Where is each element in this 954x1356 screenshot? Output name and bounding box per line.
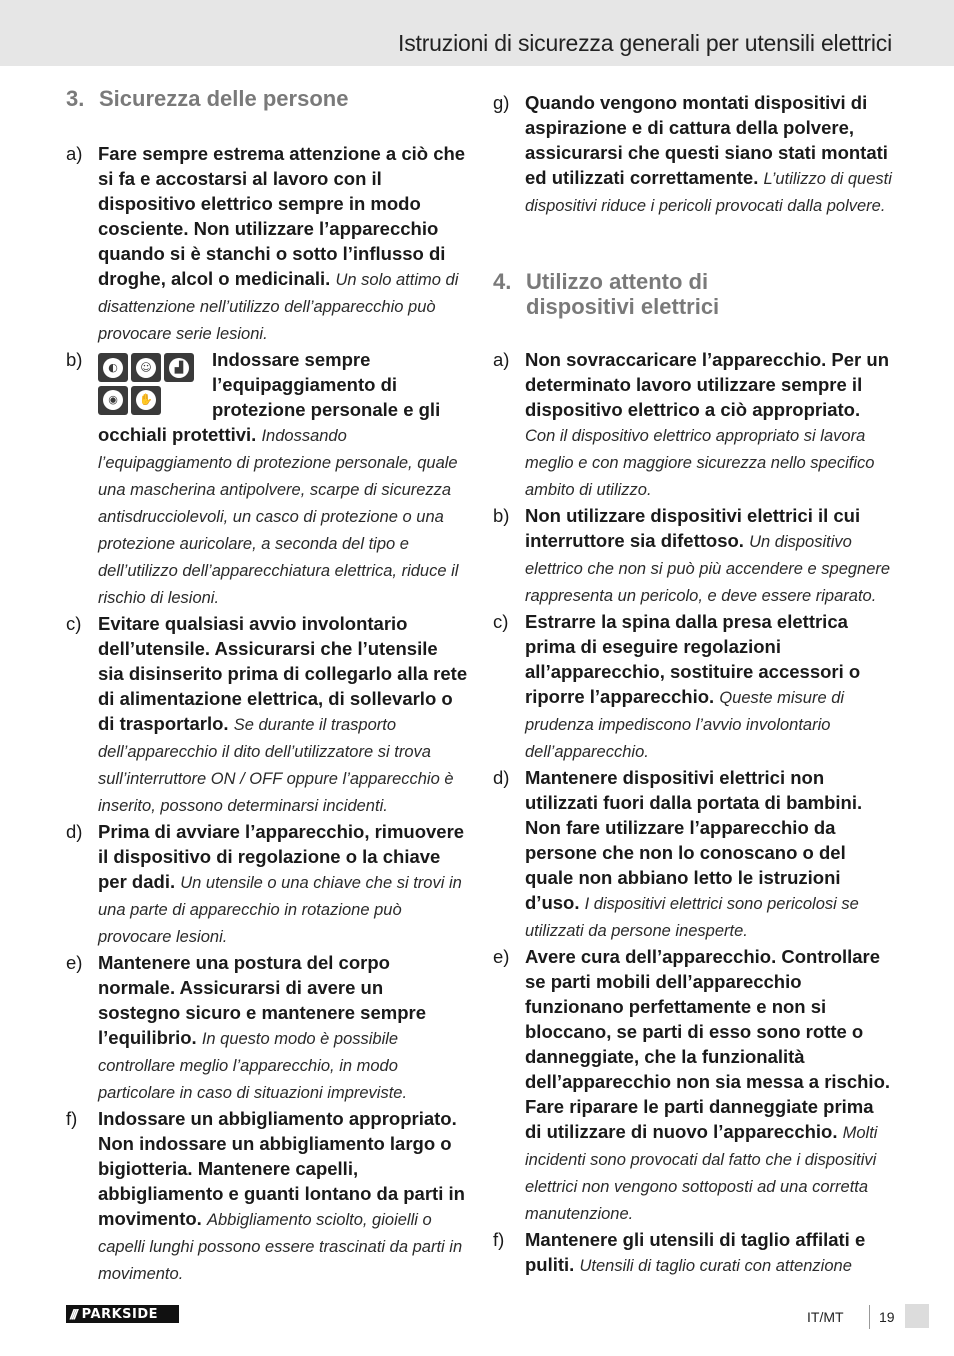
parkside-logo <box>66 1305 179 1323</box>
item-instruction: Fare sempre estrema attenzione a ciò che si fa e accostarsi al lavoro con il dispositivo elettrico sempre in modo cosciente. Non utilizzare l’apparecchio quando si è stanchi o sotto l’influsso di droghe, alcol o medicinali. <box>98 143 466 289</box>
item-explanation: Un dispositivo elettrico che non si può più accendere e spegnere rappresenta un pericolo, e deve essere riparato. <box>525 533 891 605</box>
item-letter: b) <box>493 505 510 526</box>
section-4-heading <box>493 269 893 319</box>
safety-shoe-icon: ▟ <box>164 353 194 382</box>
item-letter: a) <box>66 143 83 164</box>
right-column <box>493 86 893 1279</box>
ppe-icons <box>98 353 198 415</box>
list-item <box>493 1227 893 1279</box>
section-4-title: Utilizzo attento di dispositivi elettrici <box>526 269 720 319</box>
item-explanation: Con il dispositivo elettrico appropriato si lavora meglio e con maggiore sicurezza nello specifico ambito di utilizzo. <box>525 427 875 499</box>
section-3-number: 3. <box>66 86 85 111</box>
item-letter: c) <box>66 613 82 634</box>
list-item <box>66 1106 468 1287</box>
item-letter: d) <box>66 821 83 842</box>
footer-tab-box <box>905 1304 929 1328</box>
page-number: 19 <box>879 1309 895 1325</box>
logo-slashes: /// <box>70 1306 76 1322</box>
item-instruction: Mantenere una postura del corpo normale. Assicurarsi di avere un sostegno sicuro e mantenere sempre l’equilibrio. <box>98 952 426 1048</box>
list-item <box>493 90 893 219</box>
item-letter: f) <box>66 1108 78 1129</box>
item-letter: f) <box>493 1229 505 1250</box>
item-explanation: Utensili di taglio curati con attenzione <box>579 1257 852 1275</box>
header-band <box>0 0 954 66</box>
item-explanation: Un utensile o una chiave che si trovi in una parte di apparecchio in rotazione può provocare lesioni. <box>98 874 462 946</box>
item-explanation: Un solo attimo di disattenzione nell’utilizzo dell’apparecchio può provocare serie lesioni. <box>98 271 459 343</box>
item-instruction: Non utilizzare dispositivi elettrici il cui interruttore sia difettoso. <box>525 505 861 551</box>
list-item <box>66 347 468 611</box>
list-item <box>493 609 893 765</box>
dust-mask-icon: ☺ <box>131 353 161 382</box>
item-explanation: Queste misure di prudenza impediscono l’avvio involontario dell’apparecchio. <box>525 689 845 761</box>
list-item <box>66 611 468 819</box>
item-letter: e) <box>66 952 83 973</box>
item-explanation: L’utilizzo di questi dispositivi riduce i pericoli provocati dalla polvere. <box>525 170 892 215</box>
item-explanation: I dispositivi elettrici sono pericolosi se utilizzati da persone inesperte. <box>525 895 859 940</box>
item-letter: c) <box>493 611 509 632</box>
list-item <box>493 944 893 1227</box>
list-item <box>66 819 468 950</box>
item-explanation: In questo modo è possibile controllare meglio l’apparecchio, in modo particolare in caso di situazioni impreviste. <box>98 1030 408 1102</box>
list-item <box>493 503 893 609</box>
item-instruction: Indossare sempre l’equipaggiamento di protezione personale e gli occhiali protettivi. <box>98 349 441 445</box>
item-letter: b) <box>66 349 83 370</box>
item-letter: a) <box>493 349 510 370</box>
item-explanation: Molti incidenti sono provocati dal fatto che i dispositivi elettrici non vengono sottoposti ad una corretta manutenzione. <box>525 1124 878 1223</box>
item-instruction: Mantenere dispositivi elettrici non utilizzati fuori dalla portata di bambini. Non fare utilizzare l’apparecchio da persone che non lo conoscano o del quale non abbiano letto le istruzioni d’uso. <box>525 767 863 913</box>
left-column <box>66 86 468 1287</box>
ear-protection-icon: ◐ <box>98 353 128 382</box>
item-instruction: Prima di avviare l’apparecchio, rimuovere il dispositivo di regolazione o la chiave per dadi. <box>98 821 465 892</box>
page-header-title: Istruzioni di sicurezza generali per utensili elettrici <box>398 30 892 56</box>
gloves-icon: ✋ <box>131 386 161 415</box>
footer-divider <box>869 1305 870 1329</box>
item-instruction: Estrarre la spina dalla presa elettrica prima di eseguire regolazioni all’apparecchio, sostituire accessori o riporre l’apparecchio. <box>525 611 861 707</box>
item-letter: g) <box>493 92 510 113</box>
item-instruction: Indossare un abbigliamento appropriato. Non indossare un abbigliamento largo o bigiotteria. Mantenere capelli, abbigliamento e guanti lontano da parti in movimento. <box>98 1108 465 1229</box>
item-instruction: Non sovraccaricare l’apparecchio. Per un determinato lavoro utilizzare sempre il dispositivo elettrico a ciò appropriato. <box>525 349 889 420</box>
list-item <box>493 765 893 944</box>
section-3-title: Sicurezza delle persone <box>99 86 349 111</box>
logo-brand: PARKSIDE <box>81 1306 159 1322</box>
item-explanation: Abbigliamento sciolto, gioielli o capelli lunghi possono essere trascinati da parti in movimento. <box>98 1211 463 1283</box>
item-instruction: Quando vengono montati dispositivi di aspirazione e di cattura della polvere, assicurarsi che questi siano stati montati ed utilizzati correttamente. <box>525 92 888 188</box>
item-instruction: Evitare qualsiasi avvio involontario dell’utensile. Assicurarsi che l’utensile sia disinserito prima di collegarlo alla rete di alimentazione elettrica, di sollevarlo o di trasportarlo. <box>98 613 468 734</box>
item-explanation: Indossando l’equipaggiamento di protezione personale, quale una mascherina antipolvere, scarpe di sicurezza antisdrucciolevoli, un casco di protezione o una protezione auricolare, a seconda del tipo e dell’utilizzo dell’apparecchiatura elettrica, riduce il rischio di lesioni. <box>98 427 459 607</box>
list-item <box>493 347 893 503</box>
item-letter: e) <box>493 946 510 967</box>
list-item <box>66 141 468 347</box>
item-instruction: Mantenere gli utensili di taglio affilati e puliti. <box>525 1229 866 1275</box>
item-letter: d) <box>493 767 510 788</box>
item-explanation: Se durante il trasporto dell’apparecchio il dito dell’utilizzatore si trova sull’interruttore ON / OFF oppure l’apparecchio è inserito, possono determinarsi incidenti. <box>98 716 454 815</box>
language-code: IT/MT <box>807 1309 844 1325</box>
safety-goggles-icon: ◉ <box>98 386 128 415</box>
section-3-heading <box>66 86 468 111</box>
item-instruction: Avere cura dell’apparecchio. Controllare se parti mobili dell’apparecchio funzionano perfettamente e non si bloccano, se parti di esso sono rotte o danneggiate, che la funzionalità dell’apparecchio non sia messa a rischio. Fare riparare le parti danneggiate prima di utilizzare di nuovo l’apparecchio. <box>525 946 891 1142</box>
list-item <box>66 950 468 1106</box>
section-4-number: 4. <box>493 269 512 294</box>
